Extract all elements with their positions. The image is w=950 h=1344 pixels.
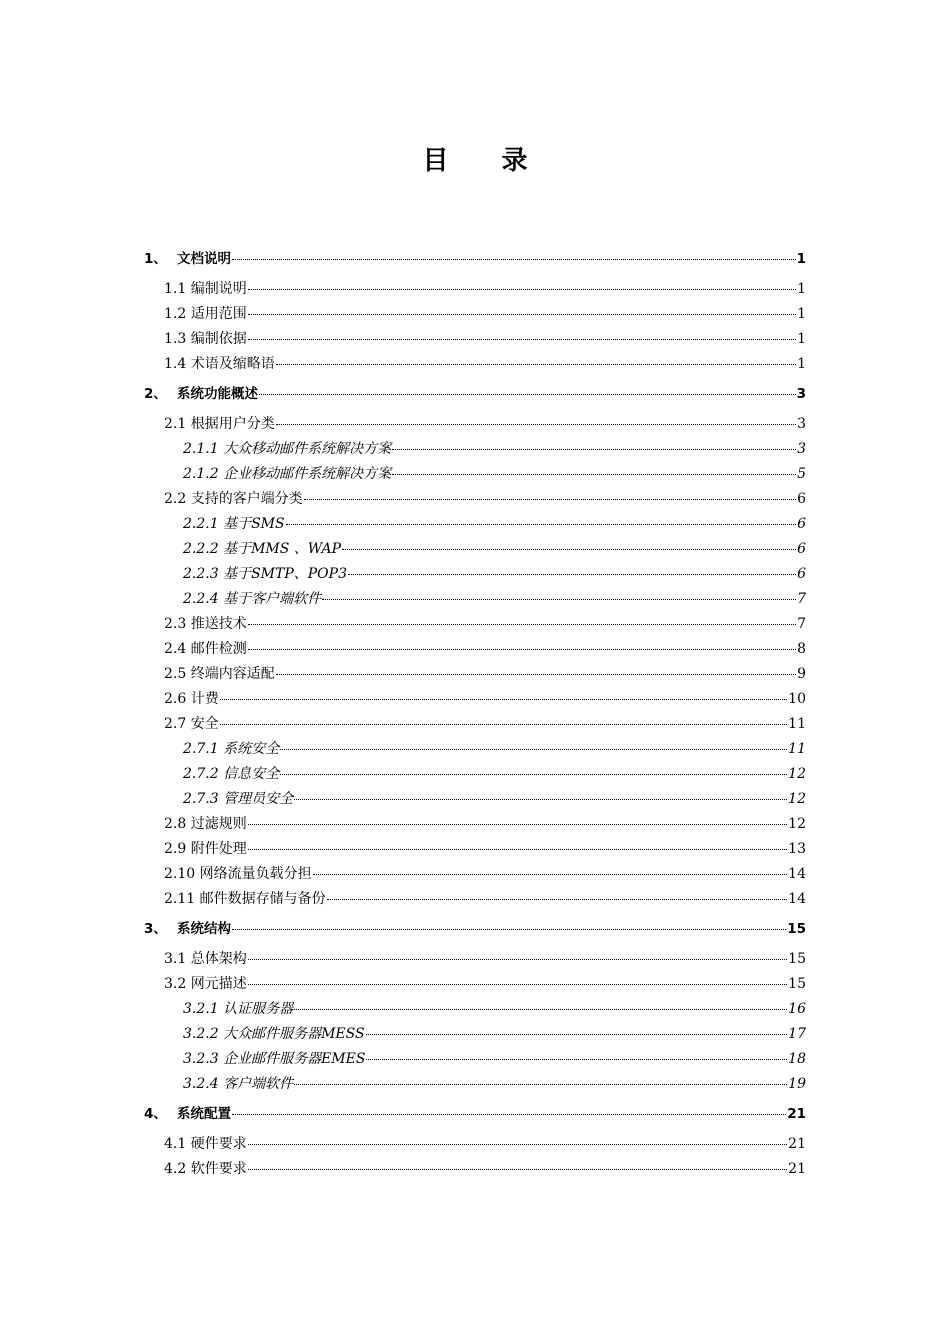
toc-entry-level-1[interactable]	[144, 379, 806, 410]
toc-entry-level-2[interactable]	[144, 277, 806, 302]
toc-dot-leader	[232, 258, 796, 260]
toc-entry-level-2[interactable]	[144, 352, 806, 377]
toc-entry-label	[183, 437, 391, 462]
toc-page-number: 3	[797, 416, 806, 432]
toc-page-number: 6	[797, 566, 806, 582]
toc-page-number: 11	[788, 741, 806, 757]
toc-entry-text: 2.1 根据用户分类	[164, 416, 275, 432]
toc-page-number: 18	[788, 1051, 806, 1067]
toc-entry-text: 2.10 网络流量负载分担	[164, 866, 312, 882]
toc-entry-level-1[interactable]	[144, 244, 806, 275]
toc-page-number: 3	[796, 386, 806, 402]
toc-dot-leader	[232, 928, 786, 930]
toc-entry-text: 2.1.1 大众移动邮件系统解决方案	[183, 441, 392, 457]
toc-page-number: 1	[797, 331, 806, 347]
toc-entry-level-2[interactable]	[144, 972, 806, 997]
toc-page-number: 15	[788, 976, 806, 992]
toc-dot-leader	[220, 723, 787, 725]
toc-page-number: 19	[788, 1076, 806, 1092]
toc-entry-level-3[interactable]	[144, 1047, 806, 1072]
toc-entry-level-2[interactable]	[144, 612, 806, 637]
toc-dot-leader	[304, 498, 796, 500]
toc-entry-label	[164, 662, 275, 687]
toc-dot-leader	[248, 648, 796, 650]
toc-page-number: 13	[788, 841, 806, 857]
toc-entry-text: 2.7 安全	[164, 716, 219, 732]
toc-entry-label	[144, 244, 231, 275]
toc-page-number: 14	[788, 866, 806, 882]
toc-entry-level-2[interactable]	[144, 487, 806, 512]
toc-page-number: 6	[797, 541, 806, 557]
toc-title: 目 录	[422, 146, 550, 176]
toc-entry-label	[183, 1072, 293, 1097]
toc-entry-text: 2.1.2 企业移动邮件系统解决方案	[183, 466, 392, 482]
toc-entry-label	[164, 352, 275, 377]
toc-dot-leader	[248, 1168, 787, 1170]
toc-entry-text: 2.3 推送技术	[164, 616, 247, 632]
toc-entry-text: 1.4 术语及缩略语	[164, 356, 275, 372]
toc-entry-text: 2.2.4 基于客户端软件	[183, 591, 322, 607]
toc-entry-level-3[interactable]	[144, 587, 806, 612]
toc-entry-label	[164, 1157, 247, 1182]
toc-entry-level-3[interactable]	[144, 462, 806, 487]
toc-page-number: 11	[788, 716, 806, 732]
toc-entry-text: 2.7.1 系统安全	[183, 741, 280, 757]
toc-dot-leader	[294, 1083, 787, 1085]
toc-entry-text: 3.2.2 大众邮件服务器MESS	[183, 1026, 365, 1042]
toc-entry-label	[144, 914, 231, 945]
toc-dot-leader	[248, 958, 787, 960]
toc-entry-level-3[interactable]	[144, 762, 806, 787]
toc-entry-level-2[interactable]	[144, 1157, 806, 1182]
toc-dot-leader	[276, 363, 796, 365]
toc-entry-label	[164, 1132, 247, 1157]
toc-entry-label	[164, 837, 247, 862]
toc-entry-level-3[interactable]	[144, 997, 806, 1022]
toc-dot-leader	[280, 748, 787, 750]
toc-dot-leader	[366, 1033, 788, 1035]
toc-dot-leader	[276, 673, 796, 675]
toc-page-number: 16	[788, 1001, 806, 1017]
toc-page-number: 21	[787, 1106, 806, 1122]
toc-page-number: 5	[797, 466, 806, 482]
toc-dot-leader	[294, 1008, 787, 1010]
toc-page-number: 1	[796, 251, 806, 267]
toc-page-number: 15	[788, 951, 806, 967]
toc-dot-leader	[366, 1058, 787, 1060]
toc-entry-text: 4.2 软件要求	[164, 1161, 247, 1177]
toc-entry-level-2[interactable]	[144, 662, 806, 687]
toc-entry-text: 文档说明	[177, 251, 231, 267]
toc-page-number: 15	[787, 921, 806, 937]
toc-entry-text: 系统配置	[177, 1106, 231, 1122]
toc-entry-level-2[interactable]	[144, 687, 806, 712]
toc-entry-label	[164, 327, 247, 352]
toc-page-number: 6	[797, 491, 806, 507]
toc-dot-leader	[248, 623, 796, 625]
toc-dot-leader	[280, 773, 787, 775]
toc-page-number: 10	[788, 691, 806, 707]
toc-entry-level-2[interactable]	[144, 302, 806, 327]
toc-entry-label	[164, 612, 247, 637]
toc-entry-level-2[interactable]	[144, 1132, 806, 1157]
toc-entry-label	[144, 379, 258, 410]
toc-entry-level-2[interactable]	[144, 862, 806, 887]
toc-entry-text: 2.9 附件处理	[164, 841, 247, 857]
toc-page-number: 6	[797, 516, 806, 532]
toc-entry-level-3[interactable]	[144, 537, 806, 562]
toc-entry-level-2[interactable]	[144, 712, 806, 737]
toc-entry-text: 4.1 硬件要求	[164, 1136, 247, 1152]
toc-entry-text: 2.7.2 信息安全	[183, 766, 280, 782]
toc-dot-leader	[392, 448, 796, 450]
toc-entry-level-2[interactable]	[144, 327, 806, 352]
toc-entry-label	[183, 587, 321, 612]
toc-entry-text: 3.1 总体架构	[164, 951, 247, 967]
toc-entry-text: 2.6 计费	[164, 691, 219, 707]
toc-entry-label	[183, 462, 391, 487]
toc-dot-leader	[248, 848, 787, 850]
toc-dot-leader	[248, 1143, 787, 1145]
toc-entry-text: 2.4 邮件检测	[164, 641, 247, 657]
toc-entry-label	[164, 887, 326, 912]
toc-page-number: 7	[797, 591, 806, 607]
toc-entry-label	[183, 787, 293, 812]
toc-entry-text: 1.3 编制依据	[164, 331, 247, 347]
toc-entry-level-3[interactable]	[144, 787, 806, 812]
toc-entry-label	[164, 487, 303, 512]
toc-dot-leader	[232, 1113, 786, 1115]
toc-entry-text: 系统功能概述	[177, 386, 258, 402]
toc-entry-level-1[interactable]	[144, 1099, 806, 1130]
toc-dot-leader	[276, 423, 796, 425]
toc-page-number: 7	[797, 616, 806, 632]
toc-dot-leader	[248, 288, 796, 290]
toc-dot-leader	[248, 823, 787, 825]
toc-dot-leader	[259, 393, 796, 395]
toc-dot-leader	[248, 983, 787, 985]
toc-entry-label	[183, 762, 279, 787]
toc-chapter-number: 3、	[144, 921, 167, 937]
toc-entry-text: 3.2.3 企业邮件服务器EMES	[183, 1051, 366, 1067]
toc-dot-leader	[248, 313, 796, 315]
toc-entry-text: 2.2.2 基于MMS 、WAP	[183, 541, 342, 557]
toc-entry-label	[164, 862, 312, 887]
toc-entry-label	[183, 537, 341, 562]
toc-dot-leader	[286, 523, 796, 525]
toc-entry-label	[183, 1022, 365, 1047]
toc-page-number: 1	[797, 281, 806, 297]
toc-entry-text: 1.1 编制说明	[164, 281, 247, 297]
toc-entry-level-2[interactable]	[144, 947, 806, 972]
toc-page-number: 21	[788, 1136, 806, 1152]
toc-entry-level-3[interactable]	[144, 737, 806, 762]
toc-entry-text: 2.8 过滤规则	[164, 816, 247, 832]
toc-page-number: 9	[797, 666, 806, 682]
toc-entry-label	[164, 302, 247, 327]
toc-entry-text: 2.2.3 基于SMTP、POP3	[183, 566, 347, 582]
toc-entry-text: 1.2 适用范围	[164, 306, 247, 322]
toc-entry-level-3[interactable]	[144, 437, 806, 462]
toc-entry-text: 2.2.1 基于SMS	[183, 516, 285, 532]
toc-dot-leader	[392, 473, 796, 475]
toc-entry-label	[183, 512, 285, 537]
toc-entry-label	[183, 737, 279, 762]
toc-entry-level-2[interactable]	[144, 812, 806, 837]
toc-entry-level-3[interactable]	[144, 1022, 806, 1047]
toc-entry-label	[164, 947, 247, 972]
toc-page-number: 17	[788, 1026, 806, 1042]
toc-entry-label	[164, 412, 275, 437]
toc-dot-leader	[327, 898, 788, 900]
toc-dot-leader	[322, 598, 796, 600]
toc-entry-label	[144, 1099, 231, 1130]
toc-entry-label	[183, 997, 293, 1022]
toc-entry-label	[164, 972, 247, 997]
toc-entry-level-3[interactable]	[144, 1072, 806, 1097]
toc-entry-text: 系统结构	[177, 921, 231, 937]
toc-chapter-number: 2、	[144, 386, 167, 402]
toc-entry-label	[183, 1047, 365, 1072]
toc-dot-leader	[348, 573, 796, 575]
table-of-contents	[144, 242, 806, 1182]
toc-dot-leader	[294, 798, 787, 800]
toc-dot-leader	[342, 548, 796, 550]
toc-entry-label	[164, 687, 219, 712]
toc-entry-label	[164, 637, 247, 662]
toc-entry-level-2[interactable]	[144, 412, 806, 437]
toc-page-number: 21	[788, 1161, 806, 1177]
toc-entry-label	[164, 712, 219, 737]
toc-entry-text: 3.2.4 客户端软件	[183, 1076, 294, 1092]
toc-page-number: 1	[797, 306, 806, 322]
toc-entry-text: 2.11 邮件数据存储与备份	[164, 891, 326, 907]
toc-entry-level-3[interactable]	[144, 512, 806, 537]
toc-entry-level-2[interactable]	[144, 637, 806, 662]
toc-dot-leader	[220, 698, 787, 700]
toc-page-number: 12	[788, 791, 806, 807]
toc-page-number: 14	[788, 891, 806, 907]
toc-page-number: 8	[797, 641, 806, 657]
toc-entry-label	[183, 562, 347, 587]
toc-entry-text: 2.7.3 管理员安全	[183, 791, 294, 807]
toc-page-number: 3	[797, 441, 806, 457]
toc-entry-level-1[interactable]	[144, 914, 806, 945]
toc-page-number: 12	[788, 816, 806, 832]
toc-page-number: 12	[788, 766, 806, 782]
toc-entry-level-3[interactable]	[144, 562, 806, 587]
toc-dot-leader	[248, 338, 796, 340]
toc-entry-text: 2.5 终端内容适配	[164, 666, 275, 682]
toc-entry-label	[164, 812, 247, 837]
toc-page-number: 1	[797, 356, 806, 372]
toc-chapter-number: 1、	[144, 251, 167, 267]
toc-chapter-number: 4、	[144, 1106, 167, 1122]
toc-entry-text: 2.2 支持的客户端分类	[164, 491, 303, 507]
toc-dot-leader	[313, 873, 788, 875]
toc-entry-level-2[interactable]	[144, 887, 806, 912]
toc-entry-text: 3.2 网元描述	[164, 976, 247, 992]
toc-entry-text: 3.2.1 认证服务器	[183, 1001, 294, 1017]
toc-entry-level-2[interactable]	[144, 837, 806, 862]
toc-entry-label	[164, 277, 247, 302]
